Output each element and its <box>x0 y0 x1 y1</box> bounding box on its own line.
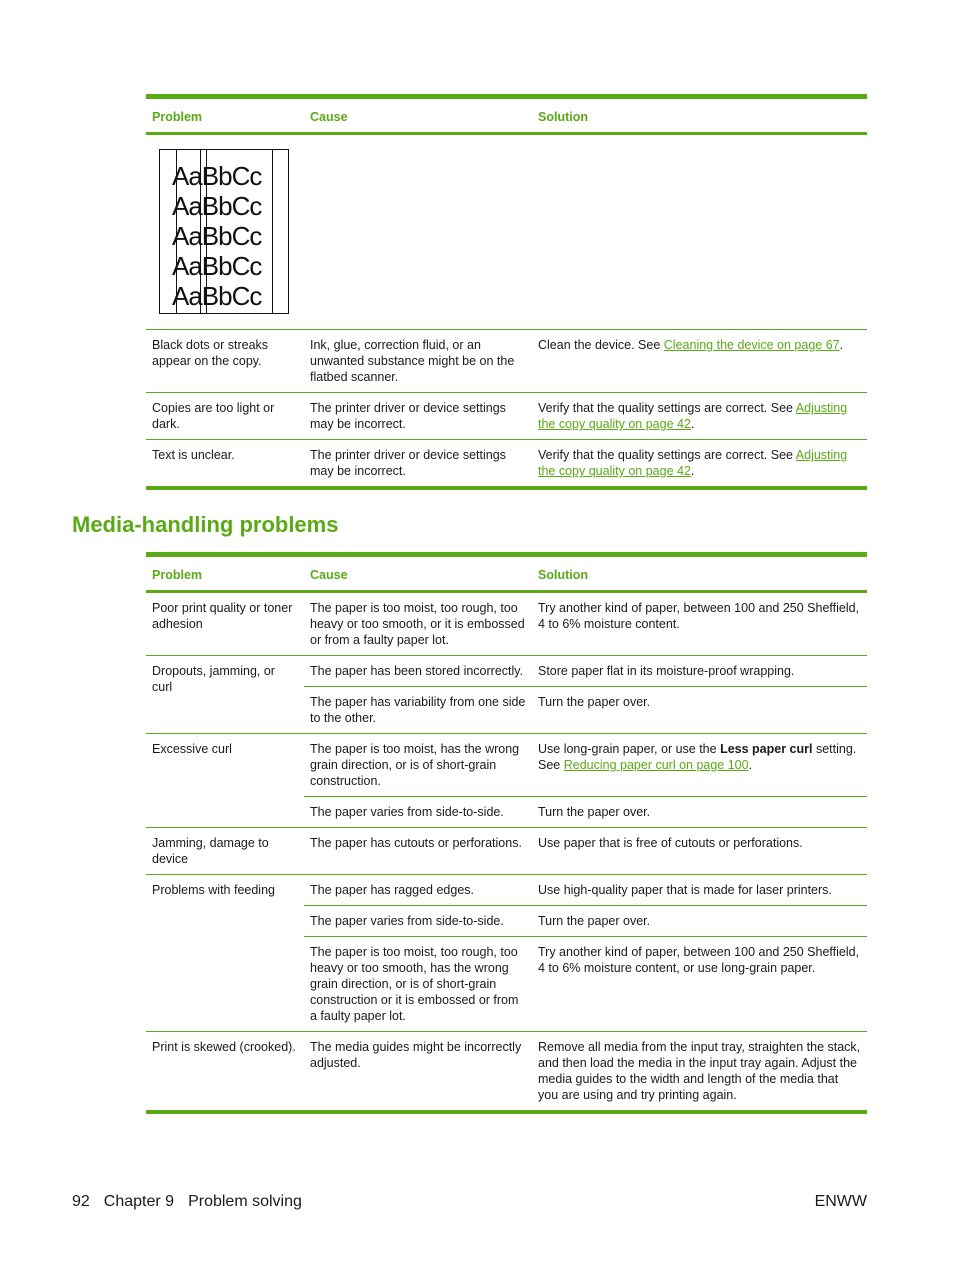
table-row <box>146 656 867 687</box>
problem-cell: Print is skewed (crooked). <box>146 1032 304 1113</box>
cause-cell: Ink, glue, correction fluid, or an unwanted substance might be on the flatbed scanner. <box>304 330 532 393</box>
problem-cell: Problems with feeding <box>146 875 304 1032</box>
section-title: Media-handling problems <box>72 512 339 537</box>
cause-cell: The paper is too moist, too rough, too heavy or too smooth, or it is embossed or from a faulty paper lot. <box>304 592 532 656</box>
sample-image-row <box>146 134 867 330</box>
solution-cell: Turn the paper over. <box>532 797 867 828</box>
solution-cell: Clean the device. See Cleaning the device on page 67. <box>532 330 867 393</box>
cause-cell: The paper is too moist, too rough, too heavy or too smooth, has the wrong grain direction, or is of short-grain construction or it is embossed or from a faulty paper lot. <box>304 937 532 1032</box>
sample-text-line: AaBbCc <box>172 251 262 281</box>
table-header-row <box>146 97 867 134</box>
sample-text-line: AaBbCc <box>172 281 262 311</box>
problem-cell: Copies are too light or dark. <box>146 393 304 440</box>
solution-cell: Remove all media from the input tray, straighten the stack, and then load the media in the input tray again. Adjust the media guides to the width and length of the media that you are using and try printing again. <box>532 1032 867 1113</box>
page-number: 92 <box>72 1193 90 1210</box>
chapter-title: Problem solving <box>188 1193 302 1210</box>
cause-cell: The paper is too moist, has the wrong grain direction, or is of short-grain construction. <box>304 734 532 797</box>
paper-curl-link[interactable]: Reducing paper curl on page 100 <box>563 758 749 772</box>
table-row <box>146 592 867 656</box>
problem-cell: Black dots or streaks appear on the copy. <box>146 330 304 393</box>
solution-cell: Verify that the quality settings are correct. See Adjusting the copy quality on page 42. <box>532 393 867 440</box>
table-header-row <box>146 555 867 592</box>
solution-cell: Use high-quality paper that is made for laser printers. <box>532 875 867 906</box>
problem-cell: Text is unclear. <box>146 440 304 489</box>
print-quality-table <box>146 94 867 490</box>
column-header-cause: Cause <box>304 555 532 592</box>
solution-cell: Use paper that is free of cutouts or perforations. <box>532 828 867 875</box>
problem-cell: Dropouts, jamming, or curl <box>146 656 304 734</box>
table-row <box>146 393 867 440</box>
chapter-label: Chapter 9 <box>103 1193 175 1210</box>
table-row <box>146 875 867 906</box>
cause-cell: The printer driver or device settings may be incorrect. <box>304 393 532 440</box>
solution-cell: Use long-grain paper, or use the Less paper curl setting. See Reducing paper curl on page 100. <box>532 734 867 797</box>
column-header-problem: Problem <box>146 555 304 592</box>
page-footer <box>72 1193 867 1211</box>
column-header-cause: Cause <box>304 97 532 134</box>
cause-cell: The paper has ragged edges. <box>304 875 532 906</box>
cleaning-link[interactable]: Cleaning the device on page 67 <box>663 338 840 352</box>
cause-cell: The media guides might be incorrectly adjusted. <box>304 1032 532 1113</box>
table-row <box>146 734 867 797</box>
copy-quality-link[interactable]: Adjusting the copy quality on page 42 <box>538 448 848 478</box>
table-row <box>146 828 867 875</box>
column-header-solution: Solution <box>532 555 867 592</box>
cause-cell: The paper varies from side-to-side. <box>304 797 532 828</box>
column-header-solution: Solution <box>532 97 867 134</box>
problem-cell: Poor print quality or toner adhesion <box>146 592 304 656</box>
sample-text-line: AaBbCc <box>172 191 262 221</box>
solution-cell: Turn the paper over. <box>532 687 867 734</box>
media-handling-table <box>146 552 867 1114</box>
table-row <box>146 440 867 489</box>
solution-cell: Turn the paper over. <box>532 906 867 937</box>
solution-cell: Store paper flat in its moisture-proof wrapping. <box>532 656 867 687</box>
cause-cell: The paper has variability from one side to the other. <box>304 687 532 734</box>
copy-quality-link[interactable]: Adjusting the copy quality on page 42 <box>538 401 848 431</box>
sample-text-line: AaBbCc <box>172 221 262 251</box>
cause-cell: The printer driver or device settings may be incorrect. <box>304 440 532 489</box>
cause-cell: The paper has been stored incorrectly. <box>304 656 532 687</box>
solution-cell: Try another kind of paper, between 100 and 250 Sheffield, 4 to 6% moisture content. <box>532 592 867 656</box>
cause-cell: The paper varies from side-to-side. <box>304 906 532 937</box>
footer-right-label: ENWW <box>814 1193 867 1210</box>
problem-cell: Excessive curl <box>146 734 304 828</box>
solution-cell: Verify that the quality settings are correct. See Adjusting the copy quality on page 42. <box>532 440 867 489</box>
problem-cell: Jamming, damage to device <box>146 828 304 875</box>
table-row <box>146 330 867 393</box>
table-row <box>146 1032 867 1113</box>
streaks-sample-image <box>159 149 289 314</box>
column-header-problem: Problem <box>146 97 304 134</box>
solution-cell: Try another kind of paper, between 100 and 250 Sheffield, 4 to 6% moisture content, or use long-grain paper. <box>532 937 867 1032</box>
cause-cell: The paper has cutouts or perforations. <box>304 828 532 875</box>
sample-text-line: AaBbCc <box>172 161 262 191</box>
